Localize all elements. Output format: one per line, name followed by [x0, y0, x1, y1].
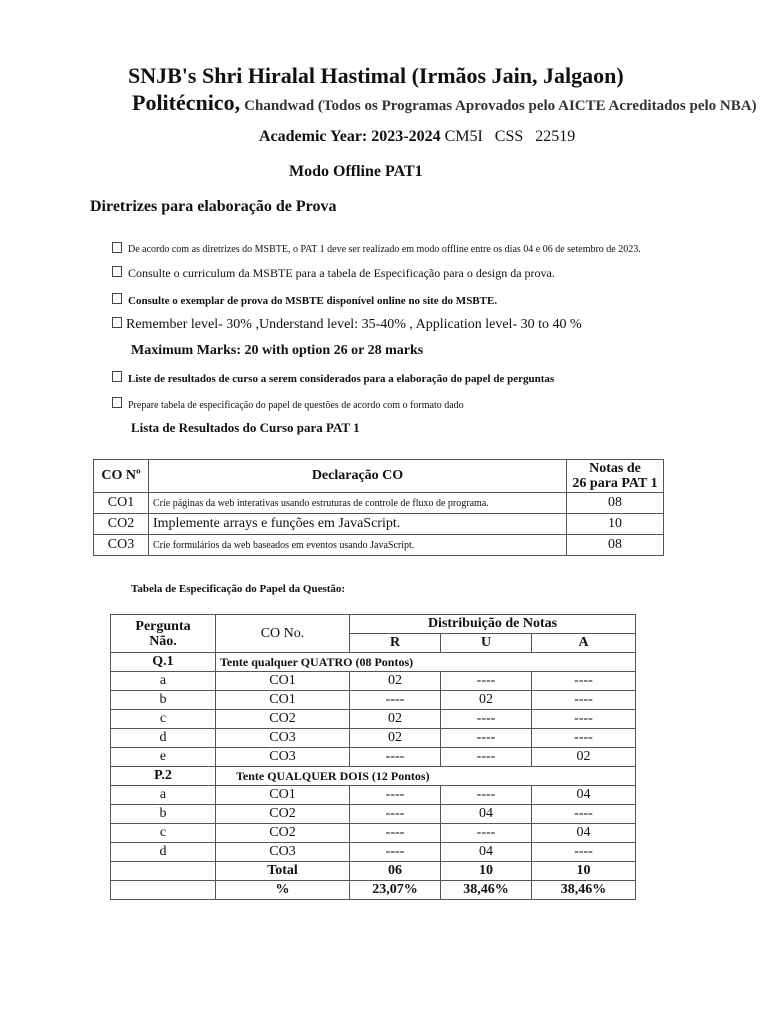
table-row: CO2 Implemente arrays e funções em JavaScript. 10: [94, 514, 664, 535]
table-row: [111, 710, 636, 729]
college-rest: Chandwad (Todos os Programas Aprovados pelo AICTE Acreditados pelo NBA): [244, 98, 757, 114]
guideline-item: Liste de resultados de curso a serem considerados para a elaboração do papel de perguntas: [112, 371, 554, 385]
table-cell: ----: [350, 805, 441, 824]
table-cell: CO1: [216, 691, 350, 710]
table-cell: 02: [350, 729, 441, 748]
table-row: [111, 691, 636, 710]
table-cell: 02: [350, 710, 441, 729]
section-header-row: [111, 767, 636, 786]
r-header: R: [350, 634, 441, 653]
table-cell: ----: [532, 843, 636, 862]
table-cell: ----: [441, 729, 532, 748]
table-cell: CO3: [216, 729, 350, 748]
table-cell: ----: [441, 748, 532, 767]
table-row: [111, 843, 636, 862]
distribution-header: Distribuição de Notas: [350, 615, 636, 634]
table-cell: ----: [350, 786, 441, 805]
table-cell: 04: [441, 805, 532, 824]
spec-table: [110, 614, 636, 900]
guidelines-heading: Diretrizes para elaboração de Prova: [90, 198, 337, 215]
table-cell: ----: [532, 729, 636, 748]
mode-title: Modo Offline PAT1: [289, 163, 423, 180]
checkbox-icon: [112, 266, 122, 277]
co-marks-header: Notas de 26 para PAT 1: [567, 460, 664, 493]
table-cell: ----: [441, 786, 532, 805]
u-header: U: [441, 634, 532, 653]
table-cell: ----: [441, 824, 532, 843]
academic-year-line: [259, 128, 575, 146]
section-label: Q.1: [111, 653, 216, 672]
table-cell: 02: [441, 691, 532, 710]
college-name: Politécnico,: [132, 90, 241, 115]
table-cell: ----: [441, 672, 532, 691]
guideline-item: Consulte o curriculum da MSBTE para a tabela de Especificação para o design da prova.: [112, 266, 555, 281]
table-cell: ----: [350, 748, 441, 767]
table-row: [111, 805, 636, 824]
table-cell: ----: [350, 843, 441, 862]
co-statement-header: Declaração CO: [149, 460, 567, 493]
checkbox-icon: [112, 371, 122, 382]
guideline-item: Remember level- 30% ,Understand level: 35-40% , Application level- 30 to 40 %: [112, 317, 582, 333]
table-cell: b: [111, 691, 216, 710]
table-cell: c: [111, 824, 216, 843]
table-cell: ----: [532, 691, 636, 710]
table-cell: 02: [532, 748, 636, 767]
table-cell: CO2: [216, 824, 350, 843]
question-no-header: Pergunta Não.: [111, 615, 216, 653]
section-label: P.2: [111, 767, 216, 786]
checkbox-icon: [112, 293, 122, 304]
table-cell: d: [111, 843, 216, 862]
total-row: Total 06 10 10: [111, 862, 636, 881]
table-cell: ----: [350, 691, 441, 710]
table-cell: CO2: [216, 805, 350, 824]
section-title: Tente QUALQUER DOIS (12 Pontos): [216, 767, 636, 786]
table-cell: 04: [532, 786, 636, 805]
table-cell: CO1: [216, 786, 350, 805]
percent-row: % 23,07% 38,46% 38,46%: [111, 881, 636, 900]
table-cell: d: [111, 729, 216, 748]
table-cell: ----: [441, 710, 532, 729]
table-cell: 04: [532, 824, 636, 843]
table-row: [111, 824, 636, 843]
guideline-item: Prepare tabela de especificação do papel de questões de acordo com o formato dado: [112, 397, 464, 411]
table-cell: CO2: [216, 710, 350, 729]
co-table: [93, 459, 664, 556]
table-cell: ----: [532, 672, 636, 691]
section-header-row: [111, 653, 636, 672]
guideline-item: De acordo com as diretrizes do MSBTE, o PAT 1 deve ser realizado em modo offline entre os dias 04 e 06 de setembro de 2023.: [112, 242, 641, 255]
checkbox-icon: [112, 317, 122, 328]
table-cell: e: [111, 748, 216, 767]
table-cell: CO3: [216, 748, 350, 767]
course-info: CM5I CSS 22519: [444, 128, 576, 145]
table-cell: a: [111, 672, 216, 691]
table-row: [111, 748, 636, 767]
table-cell: ----: [532, 805, 636, 824]
max-marks: Maximum Marks: 20 with option 26 or 28 marks: [131, 343, 424, 358]
table-row: [111, 729, 636, 748]
checkbox-icon: [112, 242, 122, 253]
table-row: [111, 786, 636, 805]
table-row: CO3 Crie formulários da web baseados em eventos usando JavaScript. 08: [94, 535, 664, 556]
co-no-header: CO No.: [216, 615, 350, 653]
table-cell: ----: [350, 824, 441, 843]
co-no-header: CO Nº: [94, 460, 149, 493]
table-cell: ----: [532, 710, 636, 729]
a-header: A: [532, 634, 636, 653]
table-cell: CO1: [216, 672, 350, 691]
table-cell: c: [111, 710, 216, 729]
college-line: [132, 90, 757, 116]
checkbox-icon: [112, 397, 122, 408]
table-row: CO1 Crie páginas da web interativas usando estruturas de controle de fluxo de programa. 08: [94, 493, 664, 514]
academic-year: Academic Year: 2023-2024: [259, 128, 441, 145]
guideline-item: Consulte o exemplar de prova do MSBTE disponível online no site do MSBTE.: [112, 293, 497, 307]
table-cell: b: [111, 805, 216, 824]
table-cell: CO3: [216, 843, 350, 862]
section-title: Tente qualquer QUATRO (08 Pontos): [216, 653, 636, 672]
table-row: [111, 672, 636, 691]
spec-title: Tabela de Especificação do Papel da Questão:: [131, 583, 346, 595]
table-cell: a: [111, 786, 216, 805]
co-list-title: Lista de Resultados do Curso para PAT 1: [131, 420, 360, 435]
table-cell: 04: [441, 843, 532, 862]
table-cell: 02: [350, 672, 441, 691]
institute-name: SNJB's Shri Hiralal Hastimal (Irmãos Jain, Jalgaon): [128, 63, 624, 88]
